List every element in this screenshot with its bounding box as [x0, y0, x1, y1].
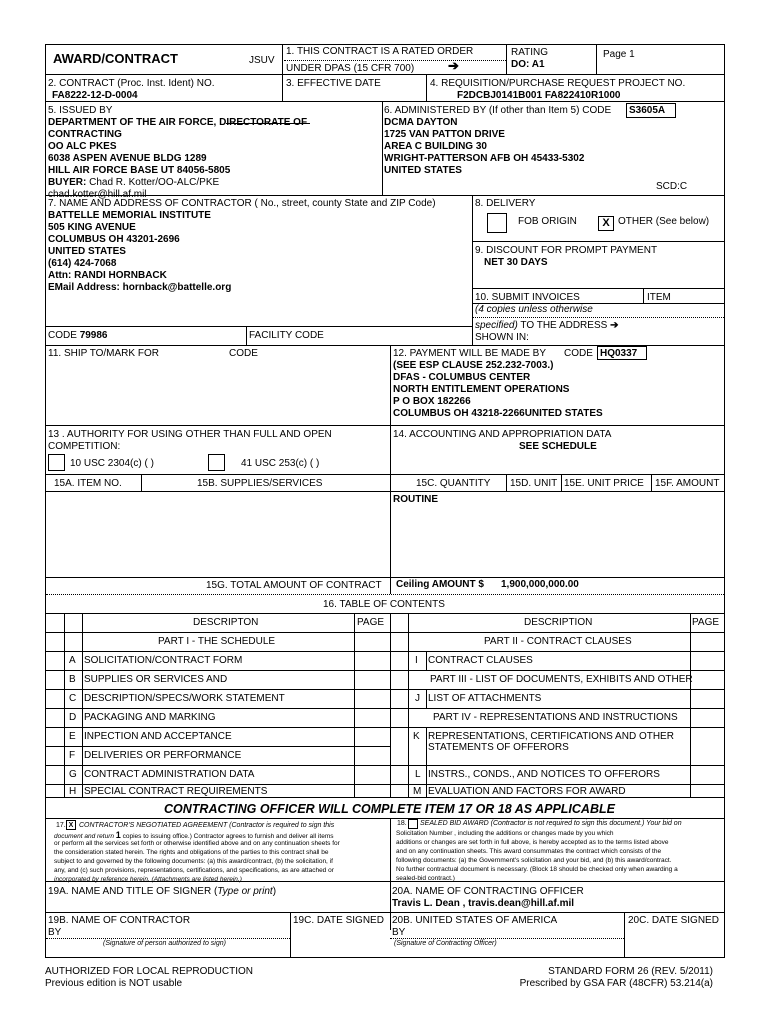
routine-label: ROUTINE [393, 494, 438, 505]
payment-line3: NORTH ENTITLEMENT OPERATIONS [393, 384, 570, 395]
award-contract-form [45, 44, 725, 958]
toc-item-i: CONTRACT CLAUSES [428, 655, 533, 666]
toc-item-b: SUPPLIES OR SERVICES AND [84, 674, 228, 685]
toc-letter-j: J [415, 693, 420, 704]
toc-part4: PART IV - REPRESENTATIONS AND INSTRUCTIONS [433, 712, 678, 723]
item19a-label: 19A. NAME AND TITLE OF SIGNER (Type or print) [48, 886, 277, 897]
page-label: Page 1 [603, 49, 635, 60]
item10-sub2: specified) TO THE ADDRESS ➔ [475, 320, 619, 331]
item17-line6: any, and (c) such provisions, representations, certifications, and specifications, as are attached or [54, 867, 334, 874]
toc-letter-f: F [69, 750, 76, 761]
item18-line2: Solicitation Number , including the additions or changes made by you which [396, 830, 614, 837]
toc-item-k2: STATEMENTS OF OFFERORS [428, 742, 569, 753]
item18-line7: sealed-bid contract.) [396, 875, 455, 882]
footer-reproduction: AUTHORIZED FOR LOCAL REPRODUCTION [45, 966, 253, 977]
contractor-line3: COLUMBUS OH 43201-2696 [48, 234, 180, 245]
toc-letter-c: C [69, 693, 77, 704]
toc-item-a: SOLICITATION/CONTRACT FORM [84, 655, 243, 666]
item19b-sig: (Signature of person authorized to sign) [103, 940, 226, 947]
toc-part2: PART II - CONTRACT CLAUSES [484, 636, 632, 647]
col-15f: 15F. AMOUNT [655, 478, 720, 489]
item12-label: 12. PAYMENT WILL BE MADE BY [393, 348, 547, 359]
contract-number: FA8222-12-D-0004 [52, 90, 138, 101]
item18-line3: additions or changes are set forth in full above, is hereby accepted as to the terms listed above [396, 839, 669, 846]
footer-form-number: STANDARD FORM 26 (REV. 5/2011) [548, 966, 713, 977]
col-15e: 15E. UNIT PRICE [564, 478, 644, 489]
col-15b: 15B. SUPPLIES/SERVICES [197, 478, 323, 489]
toc-letter-e: E [69, 731, 76, 742]
usc-253-label: 41 USC 253(c) ( ) [241, 458, 320, 469]
item17-line2: document and return 1 copies to issuing office.) Contractor agrees to furnish and deliver all items [54, 830, 334, 840]
item9-label: 9. DISCOUNT FOR PROMPT PAYMENT [475, 245, 658, 256]
issued-by-line5: HILL AIR FORCE BASE UT 84056-5805 [48, 165, 231, 176]
toc-letter-a: A [69, 655, 76, 666]
contractor-line2: 505 KING AVENUE [48, 222, 136, 233]
toc-item-m: EVALUATION AND FACTORS FOR AWARD [428, 786, 626, 797]
item18-line4: and on any continuation sheets. This award consummates the contract which consists of the [396, 848, 662, 855]
item2-label: 2. CONTRACT (Proc. Inst. Ident) NO. [48, 78, 215, 89]
item17-num: 17. [56, 822, 66, 829]
item1-label: 1. THIS CONTRACT IS A RATED ORDER [286, 46, 474, 57]
fob-origin-checkbox[interactable] [487, 213, 507, 233]
footer-previous-edition: Previous edition is NOT usable [45, 978, 183, 989]
item10-sub3: SHOWN IN: [475, 332, 529, 343]
toc-letter-m: M [413, 786, 422, 797]
admin-line2: 1725 VAN PATTON DRIVE [384, 129, 505, 140]
toc-letter-h: H [69, 786, 77, 797]
toc-part3: PART III - LIST OF DOCUMENTS, EXHIBITS AND OTHER [430, 674, 693, 685]
item10-sub1: (4 copies unless otherwise [475, 304, 593, 315]
item20c-label: 20C. DATE SIGNED [628, 915, 719, 926]
item18-line5: following documents: (a) the Government's solicitation and your bid, and (b) this award/contract. [396, 857, 672, 864]
contractor-line1: BATTELLE MEMORIAL INSTITUTE [48, 210, 211, 221]
item17-checkbox[interactable]: X [66, 820, 76, 830]
contracting-officer: Travis L. Dean , travis.dean@hill.af.mil [392, 898, 575, 909]
item13-label1: 13 . AUTHORITY FOR USING OTHER THAN FULL AND OPEN [48, 429, 332, 440]
item1-sub: UNDER DPAS (15 CFR 700) [286, 63, 415, 74]
toc-letter-d: D [69, 712, 77, 723]
item15g-label: 15G. TOTAL AMOUNT OF CONTRACT [206, 580, 382, 591]
item18-num: 18. [397, 820, 407, 827]
scd: SCD:C [656, 181, 688, 192]
item19b-label: 19B. NAME OF CONTRACTOR [48, 915, 191, 926]
col-15d: 15D. UNIT [510, 478, 558, 489]
contractor-line7: EMail Address: hornback@battelle.org [48, 282, 232, 293]
item20b-label: 20B. UNITED STATES OF AMERICA [392, 915, 558, 926]
usc-2304-label: 10 USC 2304(c) ( ) [70, 458, 154, 469]
item14-label: 14. ACCOUNTING AND APPROPRIATION DATA [393, 429, 612, 440]
payment-line2: DFAS - COLUMBUS CENTER [393, 372, 531, 383]
contractor-line6: Attn: RANDI HORNBACK [48, 270, 167, 281]
toc-item-c: DESCRIPTION/SPECS/WORK STATEMENT [84, 693, 285, 704]
admin-line5: UNITED STATES [384, 165, 462, 176]
facility-code-label: FACILITY CODE [249, 330, 324, 341]
toc-page2-header: PAGE [692, 617, 720, 628]
other-label: OTHER (See below) [618, 216, 710, 227]
usc-253-checkbox[interactable] [208, 454, 225, 471]
other-checkbox[interactable]: X [598, 216, 614, 231]
buyer: BUYER: Chad R. Kotter/OO-ALC/PKE [48, 177, 220, 188]
item7-label: 7. NAME AND ADDRESS OF CONTRACTOR ( No., street, county State and ZIP Code) [48, 198, 436, 209]
form-code: JSUV [249, 55, 275, 66]
issued-by-line4: 6038 ASPEN AVENUE BLDG 1289 [48, 153, 207, 164]
ceiling-label: Ceiling AMOUNT $ [396, 579, 484, 590]
item18-line6: No further contractual document is necessary. (Block 18 should be checked only when awarding a [396, 866, 678, 873]
buyer-email-cut: chad.kotter@hill.af.mil [48, 189, 147, 200]
item17-line7-cut: incorporated by reference herein. (Attachments are listed herein.) [54, 876, 242, 883]
toc-page-header: PAGE [357, 617, 385, 628]
col-15a: 15A. ITEM NO. [54, 478, 122, 489]
rating-value: DO: A1 [511, 59, 545, 70]
payment-line1: (SEE ESP CLAUSE 252.232-7003.) [393, 360, 554, 371]
admin-line4: WRIGHT-PATTERSON AFB OH 45433-5302 [384, 153, 585, 164]
item20b-sig: (Signature of Contracting Officer) [394, 940, 497, 947]
item17-line4: the consideration stated herein. The rights and obligations of the parties to this contract shall be [54, 849, 329, 856]
item17-line3: or perform all the services set forth or otherwise identified above and on any continuation sheets for [54, 840, 340, 847]
toc-item-k: REPRESENTATIONS, CERTIFICATIONS AND OTHER [428, 731, 674, 742]
toc-letter-g: G [69, 769, 77, 780]
item17-line5: subject to and governed by the following documents: (a) this award/contract, (b) the solicitation, if [54, 858, 333, 865]
issued-by-line1: DEPARTMENT OF THE AIR FORCE, DIRECTORATE OF [48, 117, 308, 128]
item11-label: 11. SHIP TO/MARK FOR [48, 348, 159, 359]
item10-label: 10. SUBMIT INVOICES [475, 292, 580, 303]
requisition-number: F2DCBJ0141B001 FA822410R1000 [457, 90, 621, 101]
toc-item-h: SPECIAL CONTRACT REQUIREMENTS [84, 786, 268, 797]
toc-desc2-header: DESCRIPTION [524, 617, 593, 628]
discount-terms: NET 30 DAYS [484, 257, 548, 268]
contractor-code: CODE 79986 [48, 330, 108, 341]
item20a-label: 20A. NAME OF CONTRACTING OFFICER [392, 886, 584, 897]
fob-origin-label: FOB ORIGIN [518, 216, 577, 227]
toc-item-f: DELIVERIES OR PERFORMANCE [84, 750, 242, 761]
usc-2304-checkbox[interactable] [48, 454, 65, 471]
toc-item-g: CONTRACT ADMINISTRATION DATA [84, 769, 255, 780]
item12-code-label: CODE [564, 348, 593, 359]
toc-item-l: INSTRS., CONDS., AND NOTICES TO OFFERORS [428, 769, 660, 780]
col-15c: 15C. QUANTITY [416, 478, 491, 489]
toc-item-d: PACKAGING AND MARKING [84, 712, 216, 723]
toc-item-j: LIST OF ATTACHMENTS [428, 693, 542, 704]
toc-item-e: INPECTION AND ACCEPTANCE [84, 731, 232, 742]
payment-line4: P O BOX 182266 [393, 396, 471, 407]
item5-label: 5. ISSUED BY [48, 105, 113, 116]
item19c-label: 19C. DATE SIGNED [293, 915, 384, 926]
issued-by-line2: CONTRACTING [48, 129, 122, 140]
form-title: AWARD/CONTRACT [53, 51, 178, 66]
toc-letter-i: I [415, 655, 418, 666]
toc-letter-b: B [69, 674, 76, 685]
rating-arrow-icon: ➔ [448, 58, 459, 73]
total-amount: 1,900,000,000.00 [501, 579, 579, 590]
co-banner: CONTRACTING OFFICER WILL COMPLETE ITEM 17 OR 18 AS APPLICABLE [164, 802, 615, 816]
item18-checkbox[interactable] [408, 819, 418, 829]
toc-part1: PART I - THE SCHEDULE [158, 636, 276, 647]
toc-desc-header: DESCRIPTON [193, 617, 259, 628]
item10-item: ITEM [647, 292, 671, 303]
toc-title: 16. TABLE OF CONTENTS [323, 599, 445, 610]
toc-letter-l: L [415, 769, 421, 780]
accounting-value: SEE SCHEDULE [519, 441, 597, 452]
payment-code: HQ0337 [600, 348, 638, 359]
administered-by-code: S3605A [629, 105, 666, 116]
contractor-line4: UNITED STATES [48, 246, 126, 257]
payment-line5: COLUMBUS OH 43218-2266UNITED STATES [393, 408, 603, 419]
issued-by-line3: OO ALC PKES [48, 141, 117, 152]
item18-head: SEALED BID AWARD (Contractor is not required to sign this document.) Your bid on [420, 820, 682, 827]
item8-label: 8. DELIVERY [475, 198, 536, 209]
admin-line1: DCMA DAYTON [384, 117, 458, 128]
item17-head: CONTRACTOR'S NEGOTIATED AGREEMENT (Contractor is required to sign this [79, 822, 335, 829]
item11-code: CODE [229, 348, 258, 359]
rating-label: RATING [511, 47, 549, 58]
item6-label: 6. ADMINISTERED BY (If other than Item 5) CODE [384, 105, 612, 116]
toc-letter-k: K [413, 731, 420, 742]
contractor-line5: (614) 424-7068 [48, 258, 117, 269]
admin-line3: AREA C BUILDING 30 [384, 141, 487, 152]
item19b-by: BY [48, 927, 62, 938]
item3-label: 3. EFFECTIVE DATE [286, 78, 381, 89]
item4-label: 4. REQUISITION/PURCHASE REQUEST PROJECT NO. [430, 78, 686, 89]
item13-label2: COMPETITION: [48, 441, 121, 452]
footer-prescribed-by: Prescribed by GSA FAR (48CFR) 53.214(a) [519, 978, 713, 989]
item20b-by: BY [392, 927, 406, 938]
